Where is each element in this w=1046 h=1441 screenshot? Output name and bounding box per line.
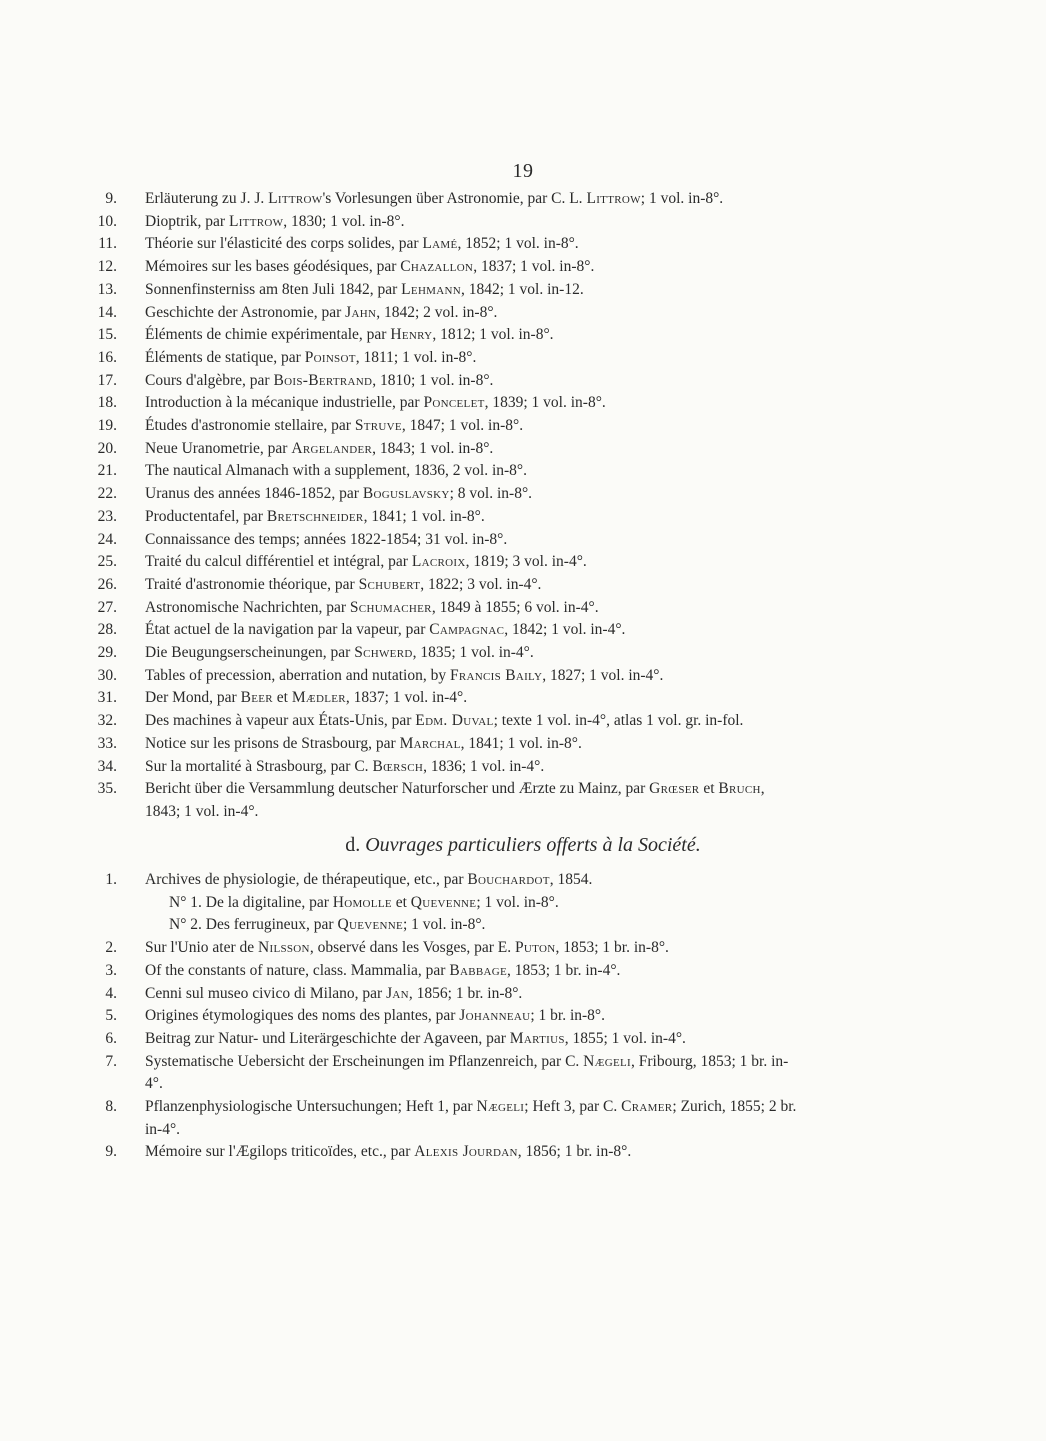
entry-text: Connaissance des temps; années 1822-1854; 31 vol. in-8°. [145, 530, 508, 548]
list-item [88, 1051, 798, 1096]
list-item [88, 256, 798, 279]
entry-number: 24 . [88, 529, 117, 552]
entry-text: , 1839; 1 vol. in-8°. [484, 394, 606, 412]
author-name: Nægeli [476, 1098, 525, 1116]
entry-text: N° 2. Des ferrugineux, par [169, 916, 338, 934]
entry-text: Erläuterung zu J. J. [145, 190, 269, 207]
author-name: Francis Baily [449, 666, 543, 684]
section-title: Ouvrages particuliers offerts à la Société. [365, 834, 701, 856]
list-item [88, 302, 798, 325]
list-item [88, 733, 798, 756]
author-name: Schwerd [354, 644, 413, 662]
entry-number: 1 . [88, 869, 117, 892]
entry-text: Cenni sul museo civico di Milano, par [145, 984, 387, 1002]
list-item [88, 188, 798, 211]
entry-text: Mémoires sur les bases géodésiques, par [145, 258, 401, 276]
entry-text: Productentafel, par [145, 507, 267, 525]
entry-text: Sonnenfinsterniss am 8ten Juli 1842, par [145, 280, 402, 298]
list-item [88, 370, 798, 393]
entry-number: 21 . [88, 460, 117, 483]
author-name: Jahn [345, 303, 377, 321]
author-name: Argelander [291, 439, 373, 457]
entry-number: 18 . [88, 392, 117, 415]
author-name: Alexis Jourdan [414, 1143, 518, 1161]
entry-number: 2 . [88, 937, 117, 960]
list-item [88, 438, 798, 461]
entry-text: , 1855; 1 vol. in-4°. [564, 1029, 686, 1047]
entry-text: , 1837; 1 vol. in-4°. [345, 689, 468, 707]
entry-text: Éléments de chimie expérimentale, par [145, 326, 391, 344]
list-item [88, 506, 798, 529]
author-name: Poncelet [423, 394, 485, 412]
author-name: Boguslavsky [362, 485, 450, 503]
author-name: Lamé [422, 235, 458, 253]
list-item [88, 756, 798, 779]
list-item [88, 983, 798, 1006]
entry-number: 25 . [88, 551, 117, 574]
entry-text: , 1853; 1 br. in-4°. [506, 961, 621, 979]
entry-text: Des machines à vapeur aux États-Unis, par [145, 712, 416, 730]
entry-text: Of the constants of nature, class. Mammalia, par [145, 961, 450, 979]
entry-number: 22 . [88, 483, 117, 506]
author-name: Beer [240, 689, 273, 707]
author-name: Quevenne [337, 916, 403, 934]
author-name: Lehmann [401, 280, 461, 298]
entry-text: et [699, 780, 719, 798]
entry-text: , 1841; 1 vol. in-8°. [363, 507, 485, 525]
entry-text: , 1810; 1 vol. in-8°. [372, 371, 494, 389]
entry-text: Astronomische Nachrichten, par [145, 598, 350, 616]
list-item [88, 710, 798, 733]
offered-works-list [88, 869, 798, 1164]
entry-number: 9 . [88, 188, 117, 211]
entry-text: Traité d'astronomie théorique, par [145, 575, 359, 593]
author-name: Campagnac [429, 621, 505, 639]
author-name: Henry [390, 326, 433, 344]
entry-text: et [272, 689, 292, 707]
entry-text: Mémoire sur l'Ægilops triticoïdes, etc., par [145, 1143, 415, 1161]
list-item [88, 415, 798, 438]
list-item [88, 778, 798, 823]
list-item [88, 392, 798, 415]
entry-number: 7 . [88, 1051, 117, 1074]
entry-number: 26 . [88, 574, 117, 597]
entry-text: , 1841; 1 vol. in-8°. [460, 734, 582, 752]
entry-text: , 1842; 2 vol. in-8°. [376, 303, 498, 321]
author-name: Schubert [358, 575, 421, 593]
entry-number: 14 . [88, 302, 117, 325]
entry-text: , 1812; 1 vol. in-8°. [432, 326, 554, 344]
list-item [88, 279, 798, 302]
entry-text: , Fribourg, 1853; 1 br. in-4°. [145, 1052, 789, 1093]
entry-number: 17 . [88, 370, 117, 393]
entry-number: 12 . [88, 256, 117, 279]
list-item [88, 233, 798, 256]
list-item [88, 619, 798, 642]
entry-number: 9 . [88, 1141, 117, 1164]
entry-number: 3 . [88, 960, 117, 983]
list-item [88, 347, 798, 370]
entry-text: Tables of precession, aberration and nutation, by [145, 666, 450, 684]
entry-text: Der Mond, par [145, 689, 241, 707]
list-item [88, 642, 798, 665]
section-heading [0, 834, 1046, 857]
entry-number: 6 . [88, 1028, 117, 1051]
entry-text: Origines étymologiques des noms des plantes, par [145, 1007, 460, 1025]
list-item [88, 597, 798, 620]
entry-text: , 1843; 1 vol. in-8°. [372, 439, 494, 457]
entry-text: , 1849 à 1855; 6 vol. in-4°. [431, 598, 599, 616]
list-item [88, 1141, 798, 1164]
entry-number: 20 . [88, 438, 117, 461]
entry-text: , 1837; 1 vol. in-8°. [473, 258, 595, 276]
entry-text: , 1852; 1 vol. in-8°. [457, 235, 579, 253]
entry-text: Bericht über die Versammlung deutscher Naturforscher und Ærzte zu Mainz, par [145, 780, 650, 798]
list-item [88, 211, 798, 234]
entry-text: , 1854. [549, 871, 593, 888]
author-name: Littrow [228, 212, 284, 230]
entry-text: The nautical Almanach with a supplement, 1836, 2 vol. in-8°. [145, 462, 527, 480]
author-name: Nilsson [258, 939, 310, 957]
entry-text: ; 1 br. in-8°. [530, 1007, 605, 1025]
entry-text: , 1853; 1 br. in-8°. [555, 939, 669, 957]
list-item [88, 483, 798, 506]
entry-text: , 1843; 1 vol. in-4°. [145, 780, 765, 820]
entry-text: ; Heft 3, par C. [524, 1098, 622, 1116]
page-number: 19 [512, 160, 534, 182]
entry-text: ; 1 vol. in-8°. [640, 190, 724, 207]
entry-text: , 1822; 3 vol. in-4°. [420, 575, 542, 593]
entry-text: ; 1 vol. in-8°. [403, 916, 486, 934]
entry-number: 29 . [88, 642, 117, 665]
list-item [88, 665, 798, 688]
author-name: Quevenne [410, 893, 477, 911]
author-name: Chazallon [400, 258, 474, 276]
author-name: Martius [509, 1029, 565, 1047]
sub-entry [88, 914, 798, 937]
entry-text: Théorie sur l'élasticité des corps solides, par [145, 235, 423, 253]
entry-number: 28 . [88, 619, 117, 642]
entry-number: 31 . [88, 687, 117, 710]
list-item [88, 529, 798, 552]
entry-text: , 1856; 1 br. in-8°. [517, 1143, 632, 1161]
entry-text: N° 1. De la digitaline, par [169, 893, 333, 911]
sub-entry [88, 892, 798, 915]
entry-number: 33 . [88, 733, 117, 756]
list-item [88, 1028, 798, 1051]
entry-number: 32 . [88, 710, 117, 733]
author-name: Lacroix [411, 553, 466, 571]
entry-number: 10 . [88, 211, 117, 234]
entry-text: Sur l'Unio ater de [145, 939, 258, 957]
entry-text: Traité du calcul différentiel et intégral, par [145, 553, 412, 571]
entry-number: 16 . [88, 347, 117, 370]
list-item [88, 937, 798, 960]
entry-number: 4 . [88, 983, 117, 1006]
author-name: Struve [354, 417, 402, 435]
author-name: Littrow [268, 190, 323, 207]
list-item [88, 687, 798, 710]
author-name: Cramer [621, 1098, 673, 1116]
entry-text: , 1835; 1 vol. in-4°. [412, 644, 534, 662]
author-name: Puton [515, 939, 556, 957]
catalogue-list [88, 188, 798, 824]
entry-text: Die Beugungserscheinungen, par [145, 644, 355, 662]
entry-text: Beitrag zur Natur- und Literärgeschichte der Agaveen, par [145, 1029, 510, 1047]
list-item [88, 1096, 798, 1141]
entry-text: Études d'astronomie stellaire, par [145, 417, 355, 435]
entry-number: 5 . [88, 1005, 117, 1028]
entry-text: ; texte 1 vol. in-4°, atlas 1 vol. gr. in-fol. [493, 712, 744, 730]
author-name: Schumacher [349, 598, 432, 616]
author-name: Babbage [449, 961, 507, 979]
entry-text: Dioptrik, par [145, 212, 229, 230]
list-item [88, 869, 798, 892]
author-name: Bouchardot [467, 871, 550, 888]
entry-text: Éléments de statique, par [145, 348, 305, 366]
entry-number: 11 . [88, 233, 117, 256]
entry-text: Neue Uranometrie, par [145, 439, 292, 457]
list-item [88, 960, 798, 983]
author-name: Bretschneider [266, 507, 364, 525]
entry-number: 30 . [88, 665, 117, 688]
entry-text: et [391, 893, 411, 911]
entry-text: Sur la mortalité à Strasbourg, par C. [145, 757, 373, 775]
entry-text: Geschichte der Astronomie, par [145, 303, 346, 321]
author-name: Bœrsch [372, 757, 424, 775]
entry-text: , 1842; 1 vol. in-12. [461, 280, 584, 298]
entry-number: 19 . [88, 415, 117, 438]
entry-text: 's Vorlesungen über Astronomie, par C. L. [322, 190, 587, 207]
list-item [88, 1005, 798, 1028]
entry-text: , 1811; 1 vol. in-8°. [355, 348, 477, 366]
entry-text: ; 1 vol. in-8°. [476, 893, 559, 911]
entry-text: , 1827; 1 vol. in-4°. [542, 666, 664, 684]
entry-text: ; 8 vol. in-8°. [449, 485, 533, 503]
entry-text: , 1842; 1 vol. in-4°. [504, 621, 626, 639]
entry-text: ; Zurich, 1855; 2 br. in-4°. [145, 1098, 797, 1138]
author-name: Johanneau [459, 1007, 531, 1025]
author-name: Mædler [291, 689, 346, 707]
entry-number: 15 . [88, 324, 117, 347]
entry-number: 34 . [88, 756, 117, 779]
author-name: Bois-Bertrand [273, 371, 373, 389]
author-name: Jan [386, 984, 409, 1002]
author-name: Nægeli [583, 1052, 631, 1070]
entry-text: , 1836; 1 vol. in-4°. [423, 757, 545, 775]
entry-number: 8 . [88, 1096, 117, 1119]
author-name: Homolle [332, 893, 392, 911]
list-item [88, 324, 798, 347]
entry-text: , 1856; 1 br. in-8°. [408, 984, 523, 1002]
author-name: Bruch [718, 780, 761, 798]
entry-text: , 1830; 1 vol. in-8°. [283, 212, 405, 230]
author-name: Poinsot [304, 348, 356, 366]
list-item [88, 460, 798, 483]
entry-text: Pflanzenphysiologische Untersuchungen; Heft 1, par [145, 1098, 477, 1116]
entry-text: Notice sur les prisons de Strasbourg, par [145, 734, 400, 752]
list-item [88, 574, 798, 597]
entry-number: 27 . [88, 597, 117, 620]
author-name: Marchal [399, 734, 461, 752]
author-name: Grœser [649, 780, 700, 798]
section-letter: d. [345, 834, 361, 856]
entry-number: 13 . [88, 279, 117, 302]
entry-text: , 1819; 3 vol. in-4°. [465, 553, 587, 571]
author-name: Edm. Duval [415, 712, 494, 730]
entry-text: , 1847; 1 vol. in-8°. [401, 417, 524, 435]
entry-text: Archives de physiologie, de thérapeutique, etc., par [145, 871, 468, 888]
entry-text: Introduction à la mécanique industrielle, par [145, 394, 424, 412]
entry-text: Cours d'algèbre, par [145, 371, 274, 389]
entry-text: , observé dans les Vosges, par E. [309, 939, 516, 957]
list-item [88, 551, 798, 574]
entry-number: 35 . [88, 778, 117, 801]
entry-text: Systematische Uebersicht der Erscheinungen im Pflanzenreich, par C. [145, 1052, 584, 1070]
entry-number: 23 . [88, 506, 117, 529]
entry-text: Uranus des années 1846-1852, par [145, 485, 363, 503]
author-name: Littrow [586, 190, 641, 207]
entry-text: État actuel de la navigation par la vapeur, par [145, 621, 430, 639]
